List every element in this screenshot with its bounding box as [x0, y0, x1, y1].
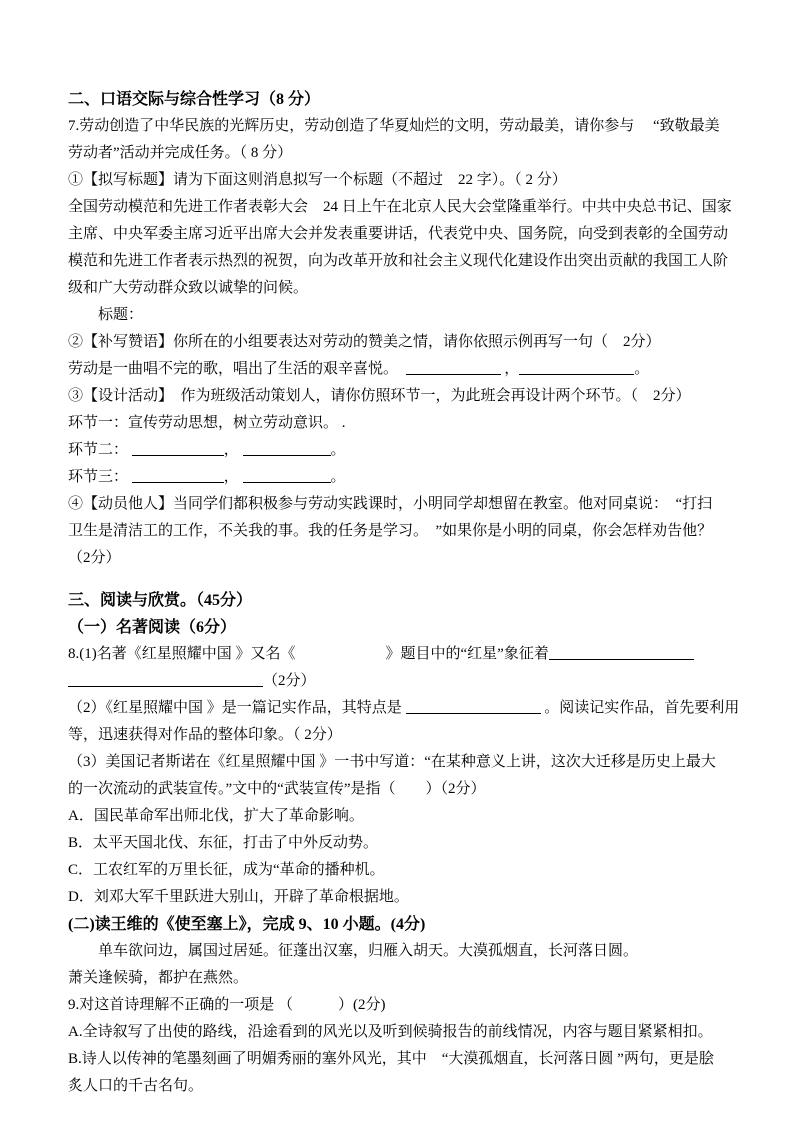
- q8-part2-text-b: 。阅读记实作品，首先要利用: [540, 700, 740, 716]
- q9-stem: 9.对这首诗理解不正确的一项是 （ ）(2分): [68, 997, 386, 1013]
- activity-step-2-separator: ，: [223, 442, 243, 458]
- answer-blank: [132, 442, 224, 456]
- q8-option-a: A．国民革命军出师北伐，扩大了革命影响。: [68, 808, 364, 824]
- activity-step-3-label: 环节三：: [68, 469, 132, 485]
- answer-blank: [243, 469, 331, 483]
- news-article-line-4: 级和广大劳动群众致以诚挚的问候。: [68, 280, 309, 296]
- title-answer-prompt: 标题：: [68, 307, 144, 323]
- q8-option-c: C．工农红军的万里长征，成为“革命的播种机。: [68, 862, 385, 878]
- section3-heading: 三、阅读与欣赏。（45分）: [68, 592, 253, 609]
- activity-step-3: [68, 464, 734, 491]
- q8-part1-line-1: [68, 641, 734, 668]
- q8-part1-text-b: 》题目中的“红星”象征着: [385, 646, 549, 662]
- q8-part1-text-a: 8.(1)名著《红星照耀中国 》又名《: [68, 646, 296, 662]
- poetry-section-heading: (二)读王维的《使至塞上》，完成 9、10 小题。(4分): [68, 916, 426, 933]
- praise-example-lead: 劳动是一曲唱不完的歌，唱出了生活的艰辛喜悦。: [68, 361, 406, 377]
- poem-line-2: 萧关逢候骑，都护在燕然。: [68, 970, 249, 986]
- q8-part3-line-2: 的一次流动的武装宣传。”文中的“武装宣传”是指（ ）（2分）: [68, 781, 486, 797]
- activity-step-2: [68, 437, 734, 464]
- answer-blank: [132, 469, 224, 483]
- q7-task4-line-2: 卫生是清洁工的工作，不关我的事。我的任务是学习。 ”如果你是小明的同桌，你会怎样劝告他？: [68, 523, 713, 539]
- bracket-blank-space: [296, 656, 386, 658]
- q8-part2-line-1: [68, 695, 740, 722]
- section2-heading: 二、口语交际与综合性学习（8 分）: [68, 91, 321, 108]
- answer-blank: [243, 442, 331, 456]
- news-article-line-1: 全国劳动模范和先进工作者表彰大会 24 日上午在北京人民大会堂隆重举行。中共中央总书记、国家: [68, 199, 732, 215]
- q9-option-b-line-1: B.诗人以传神的笔墨刻画了明媚秀丽的塞外风光，其中 “大漠孤烟直，长河落日圆 ”两句，更是脍: [68, 1051, 714, 1067]
- q8-part2-line-2: 等，迅速获得对作品的整体印象。（ 2分）: [68, 727, 342, 743]
- answer-blank: [406, 700, 541, 714]
- praise-example-separator: ，: [500, 361, 520, 377]
- q8-option-b: B．太平天国北伐、东征，打击了中外反动势。: [68, 835, 379, 851]
- answer-blank: [68, 673, 263, 687]
- q7-task2-caption-label: ②【补写赞语】你所在的小组要表达对劳动的赞美之情，请你依照示例再写一句（ 2分）: [68, 334, 661, 350]
- activity-step-1: 环节一：宣传劳动思想，树立劳动意识。 .: [68, 415, 346, 431]
- q7-intro-line-1: 7.劳动创造了中华民族的光辉历史，劳动创造了华夏灿烂的文明，劳动最美，请你参与 “致敬最美: [68, 118, 720, 134]
- q8-part2-text-a: （2）《红星照耀中国 》是一篇记实作品，其特点是: [68, 700, 406, 716]
- q7-task4-score: （2分）: [68, 550, 121, 566]
- q8-option-d: D．刘邓大军千里跃进大别山，开辟了革命根据地。: [68, 889, 409, 905]
- famous-works-subheading: （一）名著阅读（6分）: [68, 619, 237, 636]
- q7-task4-line-1: ④【动员他人】当同学们都积极参与劳动实践课时，小明同学却想留在教室。他对同桌说： “打扫: [68, 496, 713, 512]
- answer-blank: [519, 361, 634, 375]
- q7-task2-example-line: [68, 356, 734, 383]
- q8-part3-line-1: （3）美国记者斯诺在《红星照耀中国 》一书中写道：“在某种意义上讲，这次大迁移是历史上最大: [68, 754, 716, 770]
- q8-part1-score: （2分）: [263, 673, 316, 689]
- news-article-line-3: 模范和先进工作者表示热烈的祝贺，向为改革开放和社会主义现代化建设作出突出贡献的我国工人阶: [68, 253, 729, 269]
- poem-line-1: 单车欲问边，属国过居延。征蓬出汉塞，归雁入胡天。大漠孤烟直，长河落日圆。: [68, 943, 639, 959]
- q7-task1-caption-label: ①【拟写标题】请为下面这则消息拟写一个标题（不超过 22 字）。（ 2 分）: [68, 172, 567, 188]
- q8-part1-line-2: [68, 668, 734, 695]
- q7-intro-line-2: 劳动者”活动并完成任务。（ 8 分）: [68, 145, 293, 161]
- news-article-line-2: 主席、中央军委主席习近平出席大会并发表重要讲话，代表党中央、国务院，向受到表彰的全国劳动: [68, 226, 729, 242]
- activity-step-3-period: 。: [330, 469, 346, 485]
- q9-option-a: A.全诗叙写了出使的路线，沿途看到的风光以及听到候骑报告的前线情况，内容与题目紧紧相扣。: [68, 1024, 713, 1040]
- answer-blank: [549, 646, 694, 660]
- q7-task3-caption-label: ③【设计活动】 作为班级活动策划人，请你仿照环节一，为此班会再设计两个环节。（ 2分）: [68, 388, 691, 404]
- q9-option-b-line-2: 炙人口的千古名句。: [68, 1078, 204, 1094]
- answer-blank: [406, 361, 501, 375]
- praise-example-period: 。: [634, 361, 650, 377]
- activity-step-3-separator: ，: [223, 469, 243, 485]
- activity-step-2-period: 。: [330, 442, 346, 458]
- activity-step-2-label: 环节二：: [68, 442, 132, 458]
